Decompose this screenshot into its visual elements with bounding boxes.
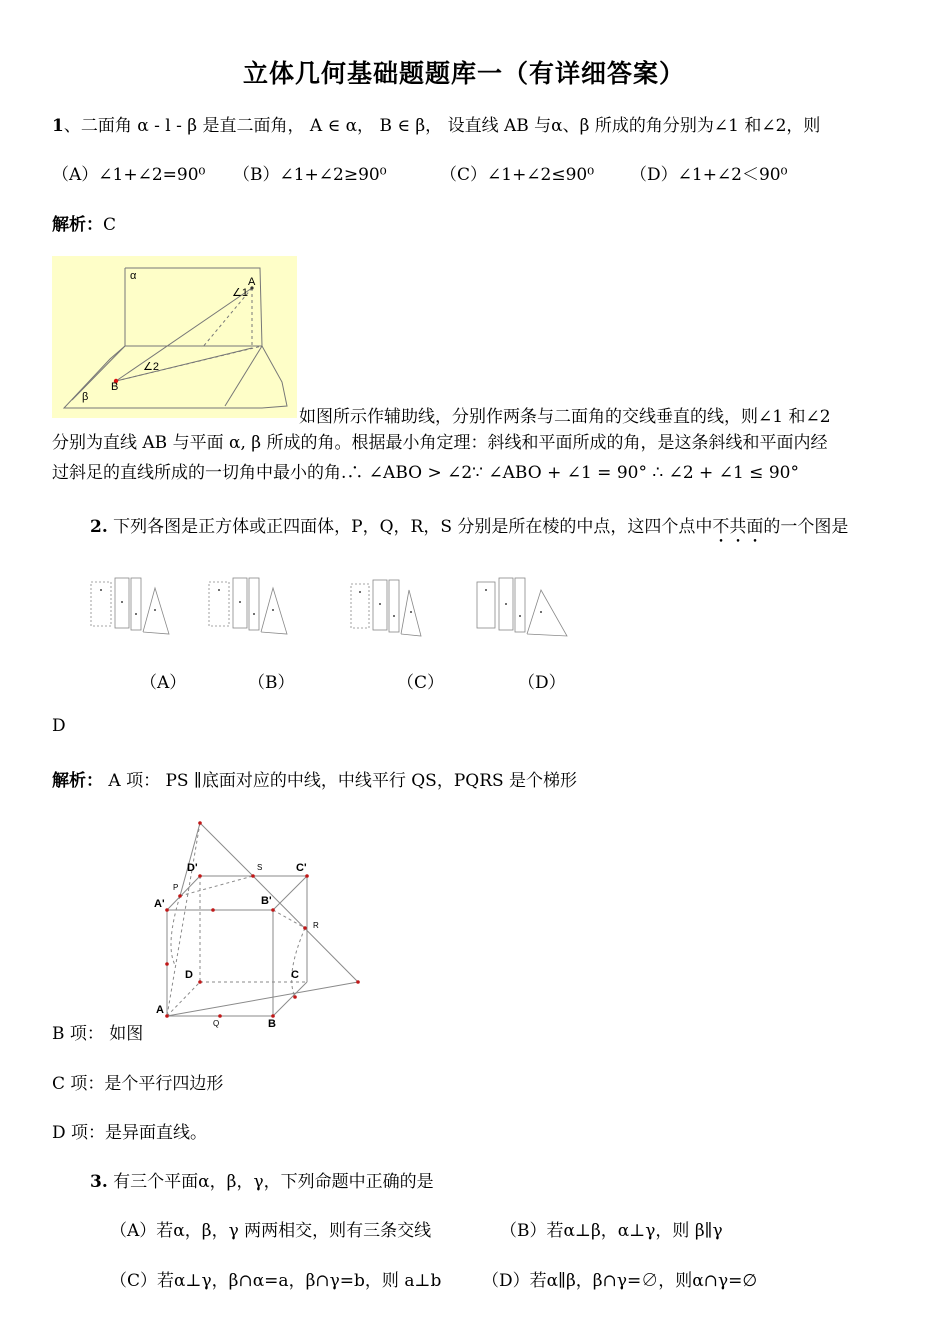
question-3-option-c: （C）若α⊥γ，β∩α=a，β∩γ=b，则 a⊥b xyxy=(110,1271,442,1291)
question-2-b-item: B 项： 如图 xyxy=(52,1024,144,1044)
question-1-option-b: （B）∠1+∠2≥90⁰ xyxy=(233,165,387,185)
question-2-text-a: 下列各图是正方体或正四面体，P，Q，R，S 分别是所在棱的中点，这四个点中 xyxy=(107,517,713,537)
point-q-label: Q xyxy=(213,1019,220,1028)
question-1-analysis xyxy=(52,210,116,235)
question-3-option-a: （A）若α，β，γ 两两相交，则有三条交线 xyxy=(110,1221,432,1241)
question-2-number: 2. xyxy=(90,517,108,537)
question-1-number: 1 xyxy=(52,116,64,136)
point-b-label: B xyxy=(111,381,119,393)
question-1-text: 、二面角 α - l - β 是直二面角， A ∈ α， B ∈ β， 设直线 AB 与α、β 所成的角分别为∠1 和∠2，则 xyxy=(63,116,821,136)
question-2-analysis-a: A 项： PS ∥底面对应的中线，中线平行 QS，PQRS 是个梯形 xyxy=(103,771,578,791)
plane-beta-label: β xyxy=(82,391,89,403)
cube-figure xyxy=(145,815,370,1035)
point-r-label: R xyxy=(313,921,319,930)
question-2-d-item: D 项：是异面直线。 xyxy=(52,1123,208,1143)
vertex-b-prime-label: B' xyxy=(261,895,272,907)
analysis-label: 解析： xyxy=(52,215,103,235)
page-title: 立体几何基础题题库一（有详细答案） xyxy=(243,59,686,88)
vertex-c-label: C xyxy=(291,969,299,981)
question-2-answer: D xyxy=(52,716,66,736)
question-2-c-item: C 项：是个平行四边形 xyxy=(52,1074,224,1094)
question-3-number: 3. xyxy=(90,1172,108,1192)
vertex-d-prime-label: D' xyxy=(187,862,198,874)
point-a-label: A xyxy=(248,276,256,288)
question-1-option-c: （C）∠1+∠2≤90⁰ xyxy=(440,165,595,185)
vertex-b-label: B xyxy=(268,1018,276,1030)
dihedral-angle-figure xyxy=(52,256,297,418)
thumbnail-label-c: （C） xyxy=(397,673,445,693)
thumbnail-label-d: （D） xyxy=(518,673,566,693)
question-2-analysis xyxy=(52,766,577,791)
question-2-text-b: 的一个图是 xyxy=(763,517,849,537)
thumbnail-label-a: （A） xyxy=(140,673,187,693)
point-p-label: P xyxy=(173,883,179,892)
question-3-stem xyxy=(90,1167,434,1192)
vertex-a-label: A xyxy=(156,1004,164,1016)
question-3-text: 有三个平面α，β，γ，下列命题中正确的是 xyxy=(107,1172,434,1192)
analysis-label: 解析： xyxy=(52,771,103,791)
question-1-stem xyxy=(52,111,820,136)
angle-2-label: ∠2 xyxy=(143,361,159,373)
question-1-explain-line-3: 过斜足的直线所成的一切角中最小的角.∴ ∠ABO > ∠2∵ ∠ABO + ∠1 = 90° ∴ ∠2 + ∠1 ≤ 90° xyxy=(52,463,799,483)
point-s-label: S xyxy=(257,863,263,872)
question-3-option-b: （B）若α⊥β，α⊥γ，则 β∥γ xyxy=(500,1221,723,1241)
vertex-a-prime-label: A' xyxy=(154,898,165,910)
question-1-explain-line-1: 如图所示作辅助线，分别作两条与二面角的交线垂直的线，则∠1 和∠2 xyxy=(299,407,831,427)
question-2-emphasis: 不共面 xyxy=(712,517,764,537)
question-1-option-a: （A）∠1+∠2=90⁰ xyxy=(52,165,206,185)
thumbnail-label-b: （B） xyxy=(248,673,295,693)
vertex-d-label: D xyxy=(185,969,193,981)
question-3-option-d: （D）若α∥β，β∩γ=∅，则α∩γ=∅ xyxy=(482,1271,758,1291)
question-2-thumbnails xyxy=(85,570,585,645)
question-1-option-d: （D）∠1+∠2＜90⁰ xyxy=(630,165,788,185)
question-2-stem xyxy=(90,512,848,547)
question-1-answer: C xyxy=(103,215,117,235)
plane-alpha-label: α xyxy=(130,270,137,282)
angle-1-label: ∠1 xyxy=(232,287,248,299)
question-1-explain-line-2: 分别为直线 AB 与平面 α, β 所成的角。根据最小角定理：斜线和平面所成的角，是这条斜线和平面内经 xyxy=(52,433,828,453)
vertex-c-prime-label: C' xyxy=(296,862,307,874)
